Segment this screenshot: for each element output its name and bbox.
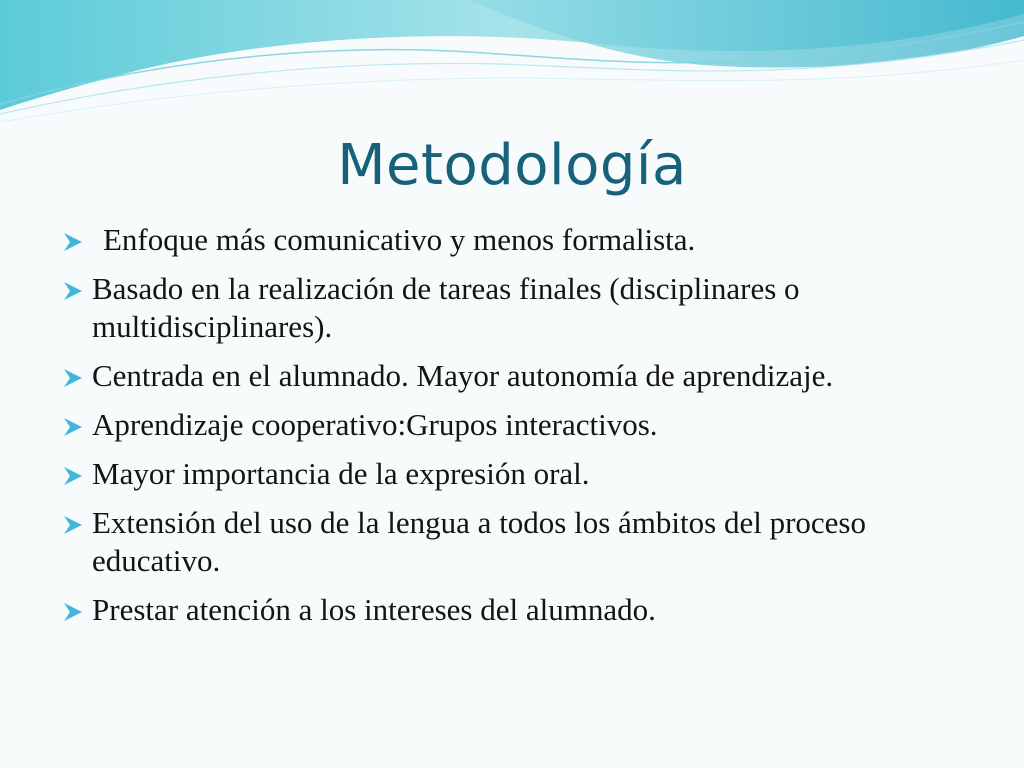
- bullet-text: Extensión del uso de la lengua a todos los ámbitos del proceso educativo.: [92, 505, 866, 578]
- arrow-bullet-icon: [62, 601, 84, 623]
- arrow-bullet-icon: [62, 367, 84, 389]
- bullet-text: Enfoque más comunicativo y menos formalista.: [103, 222, 696, 257]
- bullet-item: [62, 357, 982, 395]
- arrow-bullet-icon: [62, 280, 84, 302]
- arrow-bullet-icon: [62, 231, 84, 253]
- bullet-item: [62, 591, 982, 629]
- arrow-bullet-icon: [62, 416, 84, 438]
- bullet-text: Mayor importancia de la expresión oral.: [92, 456, 590, 491]
- bullet-text: Basado en la realización de tareas finales (disciplinares o multidisciplinares).: [92, 271, 800, 344]
- slide-title: Metodología: [337, 133, 687, 198]
- bullet-text: Centrada en el alumnado. Mayor autonomía de aprendizaje.: [92, 358, 834, 393]
- decorative-wave-header: [0, 0, 1024, 140]
- arrow-bullet-icon: [62, 514, 84, 536]
- bullet-item: [62, 504, 982, 580]
- bullet-item: [62, 455, 982, 493]
- bullet-text: Prestar atención a los intereses del alumnado.: [92, 592, 656, 627]
- arrow-bullet-icon: [62, 465, 84, 487]
- bullet-text: Aprendizaje cooperativo:Grupos interactivos.: [92, 407, 658, 442]
- bullet-item: [62, 221, 982, 259]
- bullet-list: [62, 221, 982, 640]
- bullet-item: [62, 270, 982, 346]
- bullet-item: [62, 406, 982, 444]
